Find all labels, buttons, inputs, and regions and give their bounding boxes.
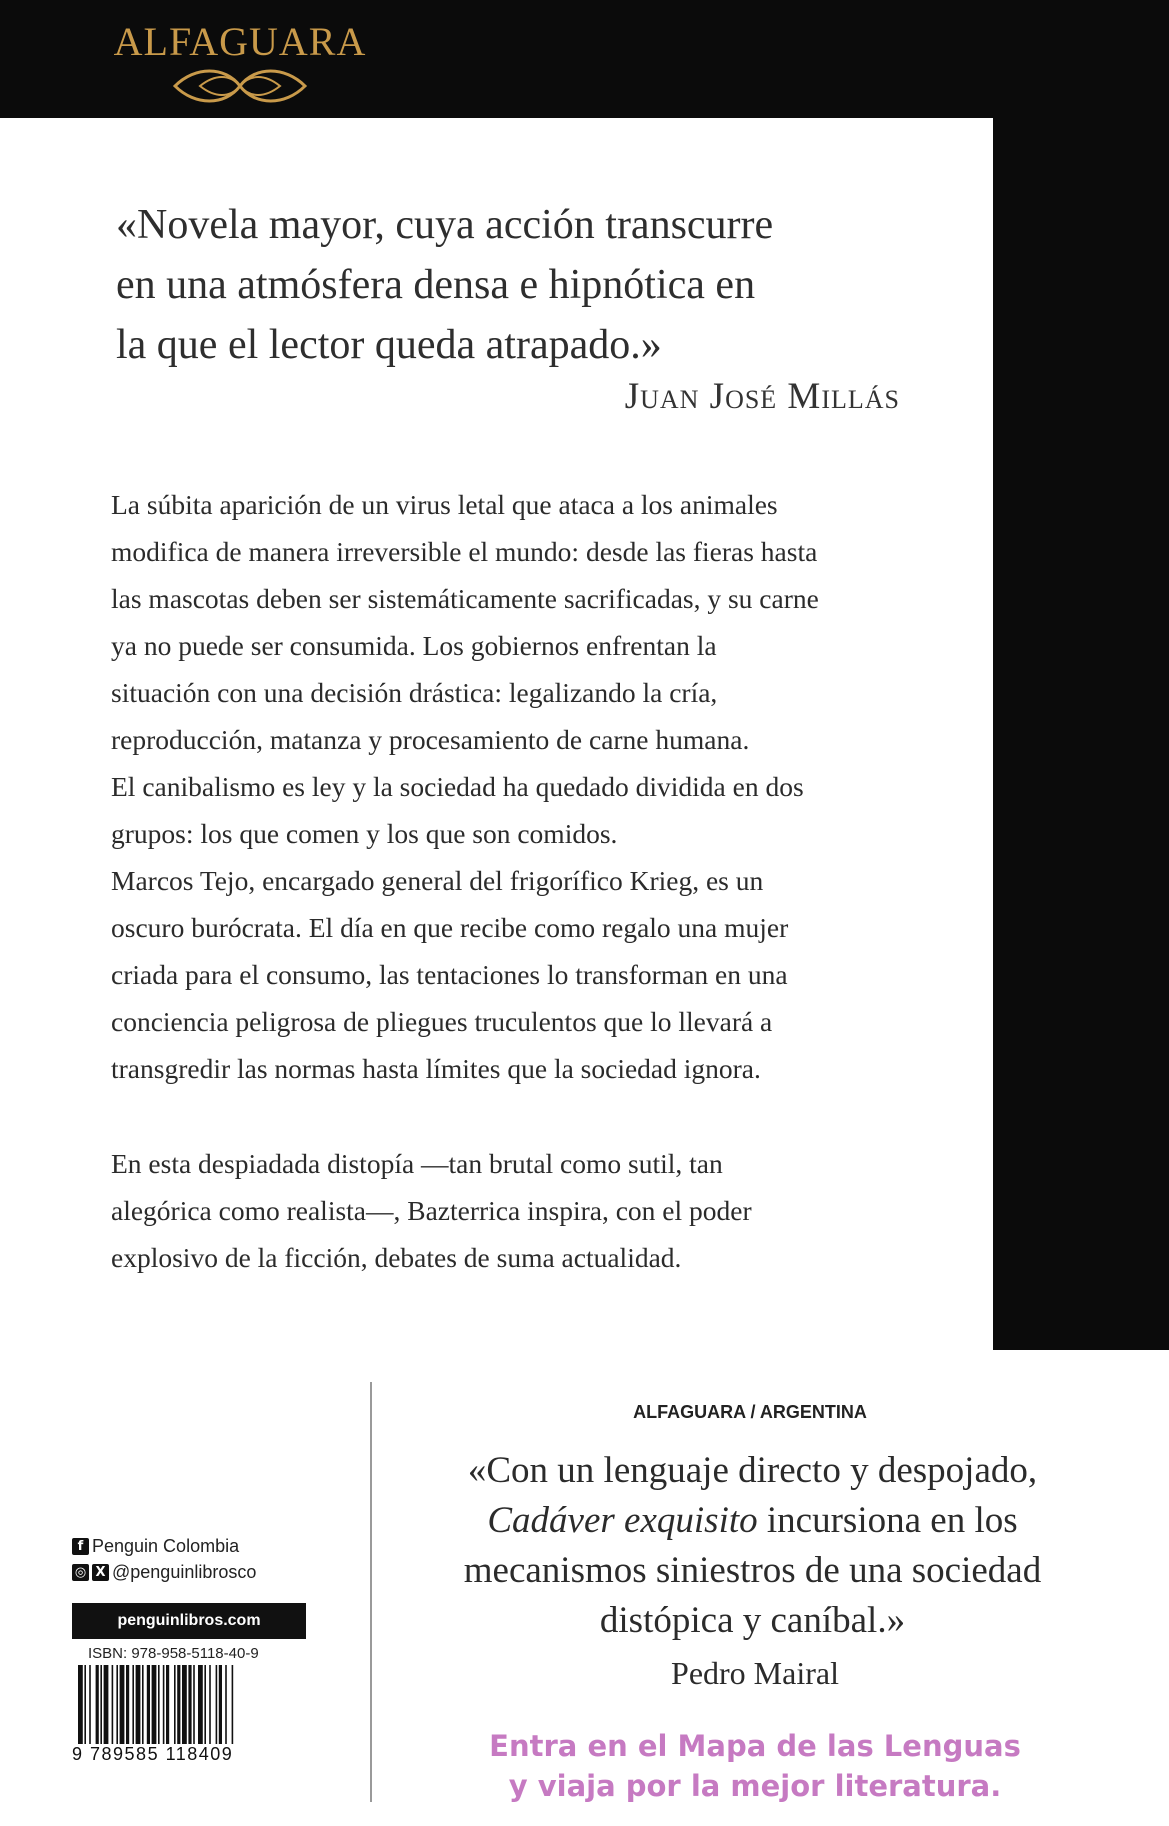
barcode-digits: 9 789585 118409 [72, 1744, 306, 1765]
barcode-bar [136, 1665, 141, 1745]
barcode-bar [126, 1665, 129, 1745]
barcode-bar [163, 1665, 165, 1745]
quote-line-rest: incursiona en los [757, 1500, 1018, 1541]
barcode-bar [84, 1665, 86, 1745]
barcode-bar [96, 1665, 99, 1745]
ornament-icon [165, 66, 315, 106]
barcode-bar [152, 1665, 157, 1745]
facebook-label: Penguin Colombia [92, 1535, 240, 1556]
text-line: las mascotas deben ser sistemáticamente sacrificadas, y su carne [111, 583, 819, 614]
barcode-bar [204, 1665, 206, 1745]
barcode-bar [116, 1665, 118, 1745]
text-line: Marcos Tejo, encargado general del frigorífico Krieg, es un [111, 865, 764, 896]
synopsis-paragraph-1 [111, 481, 971, 1092]
text-line: oscuro burócrata. El día en que recibe como regalo una mujer [111, 912, 789, 943]
book-title: Cadáver exquisito [487, 1500, 758, 1541]
isbn-label: ISBN: 978-958-5118-40-9 [88, 1645, 259, 1662]
quote-line: la que el lector queda atrapado.» [116, 322, 662, 368]
logo-text: ALFAGUARA [113, 19, 367, 64]
barcode-bar [193, 1665, 195, 1745]
x-icon: X [92, 1564, 109, 1581]
publisher-imprint: ALFAGUARA / ARGENTINA [633, 1402, 867, 1422]
text-line: ya no puede ser consumida. Los gobiernos enfrentan la [111, 630, 717, 661]
text-line: criada para el consumo, las tentaciones lo transforman en una [111, 959, 788, 990]
right-black-band [992, 110, 1169, 1350]
social-handle: @penguinlibrosco [112, 1561, 257, 1582]
facebook-icon: f [72, 1538, 89, 1555]
barcode-bar [147, 1665, 150, 1745]
barcode-bar [198, 1665, 203, 1745]
top-quote [116, 195, 946, 375]
quote-author: Juan José Millás [624, 376, 900, 417]
tagline [470, 1726, 1040, 1806]
barcode-bar [78, 1665, 83, 1745]
quote-line [420, 1496, 1085, 1546]
barcode-bar [100, 1665, 102, 1745]
quote-line: distópica y caníbal.» [599, 1600, 906, 1641]
barcode-bar [120, 1665, 125, 1745]
barcode-bar [104, 1665, 109, 1745]
barcode-bar [209, 1665, 211, 1745]
flap-quote [420, 1446, 1085, 1646]
barcode-bar [188, 1665, 191, 1745]
quote-line: en una atmósfera densa e hipnótica en [116, 262, 756, 308]
text-line: La súbita aparición de un virus letal que ataca a los animales [111, 489, 778, 520]
instagram-x-row[interactable] [72, 1559, 322, 1585]
barcode-bar [174, 1665, 176, 1745]
text-line: grupos: los que comen y los que son comidos. [111, 818, 618, 849]
text-line: situación con una decisión drástica: legalizando la cría, [111, 677, 718, 708]
barcode-bar [177, 1665, 180, 1745]
text-line: modifica de manera irreversible el mundo: desde las fieras hasta [111, 536, 818, 567]
social-links [72, 1533, 322, 1585]
barcode-bar [225, 1665, 227, 1745]
quote-line: «Novela mayor, cuya acción transcurre [116, 202, 774, 248]
text-line: El canibalismo es ley y la sociedad ha quedado dividida en dos [111, 771, 804, 802]
quote-line: «Con un lenguaje directo y despojado, [467, 1450, 1038, 1491]
barcode-bar [112, 1665, 114, 1745]
barcode-bar [89, 1665, 91, 1745]
instagram-icon: ◎ [72, 1564, 89, 1581]
barcode-bar [132, 1665, 134, 1745]
text-line: conciencia peligrosa de pliegues truculentos que lo llevará a [111, 1006, 773, 1037]
barcode-bar [158, 1665, 160, 1745]
tagline-line: Entra en el Mapa de las Lenguas [489, 1729, 1021, 1763]
publisher-logo [110, 18, 370, 108]
barcode-bar [232, 1665, 234, 1745]
text-line: En esta despiadada distopía —tan brutal como sutil, tan [111, 1148, 723, 1179]
text-line: explosivo de la ficción, debates de suma actualidad. [111, 1242, 682, 1273]
facebook-row[interactable] [72, 1533, 322, 1559]
barcode-bar [219, 1665, 222, 1745]
flap-quote-author: Pedro Mairal [671, 1655, 839, 1691]
tagline-line: y viaja por la mejor literatura. [508, 1769, 1002, 1803]
barcode-bar [182, 1665, 187, 1745]
barcode-bar [142, 1665, 144, 1745]
text-line: reproducción, matanza y procesamiento de carne humana. [111, 724, 750, 755]
barcode-bar [166, 1665, 169, 1745]
flap-divider [370, 1382, 372, 1802]
synopsis-paragraph-2 [111, 1140, 971, 1281]
quote-line: mecanismos siniestros de una sociedad [463, 1550, 1042, 1591]
text-line: alegórica como realista—, Bazterrica inspira, con el poder [111, 1195, 752, 1226]
website-link[interactable]: penguinlibros.com [72, 1603, 306, 1639]
barcode-bar [216, 1665, 218, 1745]
text-line: transgredir las normas hasta límites que la sociedad ignora. [111, 1053, 761, 1084]
